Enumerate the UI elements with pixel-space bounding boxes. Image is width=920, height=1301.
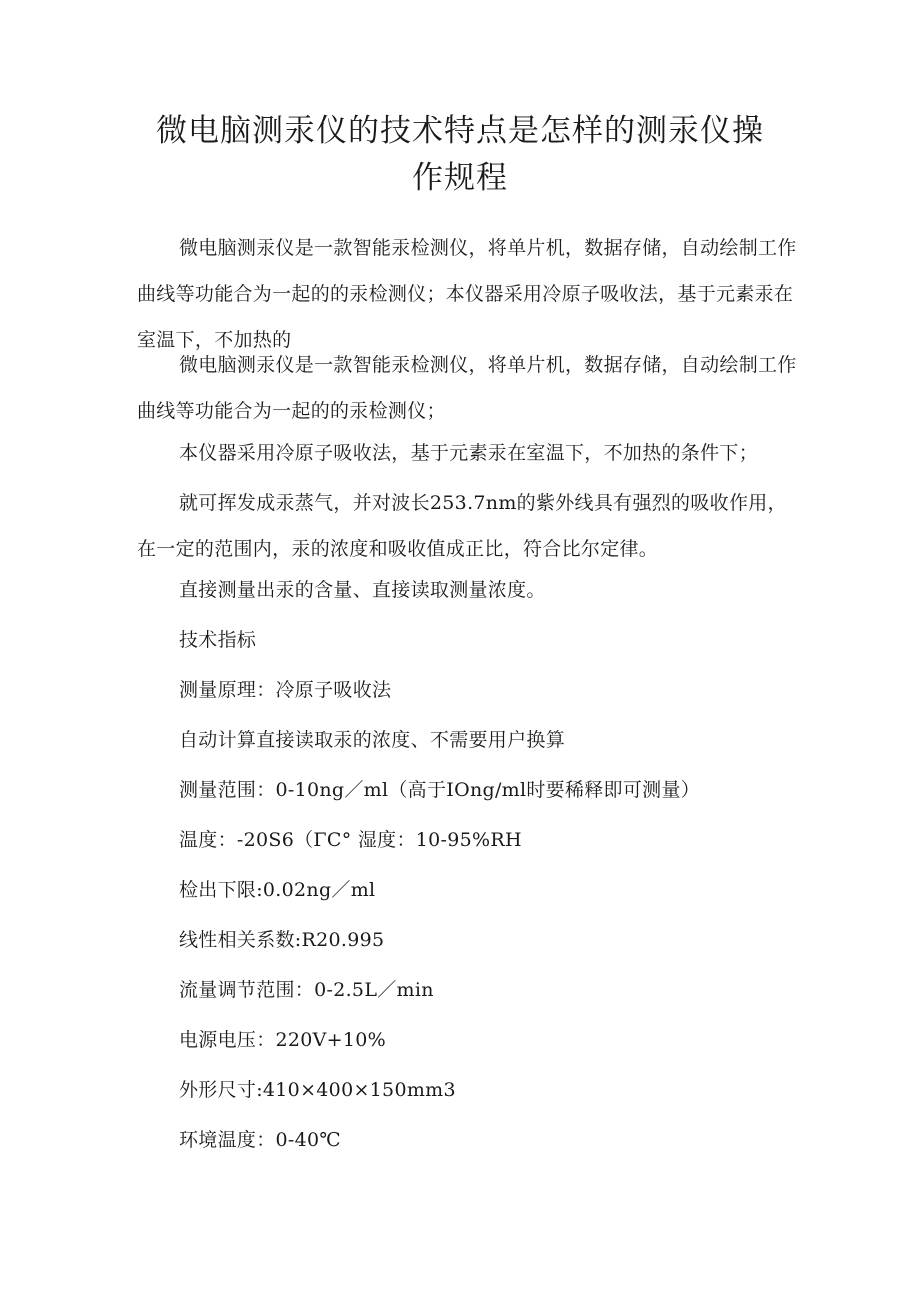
spec-detection-limit: 检出下限:0.02ng／ml	[179, 879, 376, 901]
spec-measurement-principle: 测量原理：冷原子吸收法	[179, 679, 392, 701]
absorption-paragraph: 就可挥发成汞蒸气，并对波长253.7nm的紫外线具有强烈的吸收作用，在一定的范围内，汞的浓度和吸收值成正比，符合比尔定律。	[137, 492, 787, 560]
document-title	[130, 108, 790, 202]
direct-reading-paragraph: 直接测量出汞的含量、直接读取测量浓度。	[179, 579, 546, 601]
description-paragraph: 微电脑测汞仪是一款智能汞检测仪，将单片机，数据存储，自动绘制工作曲线等功能合为一起的的汞检测仪；	[137, 354, 797, 422]
principle-paragraph: 本仪器采用冷原子吸收法，基于元素汞在室温下，不加热的条件下；	[179, 442, 759, 464]
spec-ambient-temperature: 环境温度：0-40℃	[179, 1129, 341, 1151]
spec-temperature-humidity: 温度：-20S6（ΓC° 湿度：10-95%RH	[179, 829, 522, 851]
tech-specs-heading: 技术指标	[179, 629, 257, 651]
intro-paragraph: 微电脑测汞仪是一款智能汞检测仪，将单片机，数据存储，自动绘制工作曲线等功能合为一起的的汞检测仪；本仪器采用冷原子吸收法，基于元素汞在室温下，不加热的	[137, 237, 797, 351]
spec-dimensions: 外形尺寸:410×400×150mm3	[179, 1079, 456, 1101]
spec-measurement-range: 测量范围：0-10ng／ml（高于IOng/ml时要稀释即可测量）	[179, 779, 701, 801]
spec-linearity: 线性相关系数:R20.995	[179, 929, 385, 951]
title-line-2: 作规程	[412, 160, 508, 196]
spec-power-voltage: 电源电压：220V+10%	[179, 1029, 387, 1051]
spec-auto-calculation: 自动计算直接读取汞的浓度、不需要用户换算	[179, 729, 566, 751]
title-line-1: 微电脑测汞仪的技术特点是怎样的测汞仪操	[156, 113, 764, 149]
spec-flow-range: 流量调节范围：0-2.5L／min	[179, 979, 434, 1001]
